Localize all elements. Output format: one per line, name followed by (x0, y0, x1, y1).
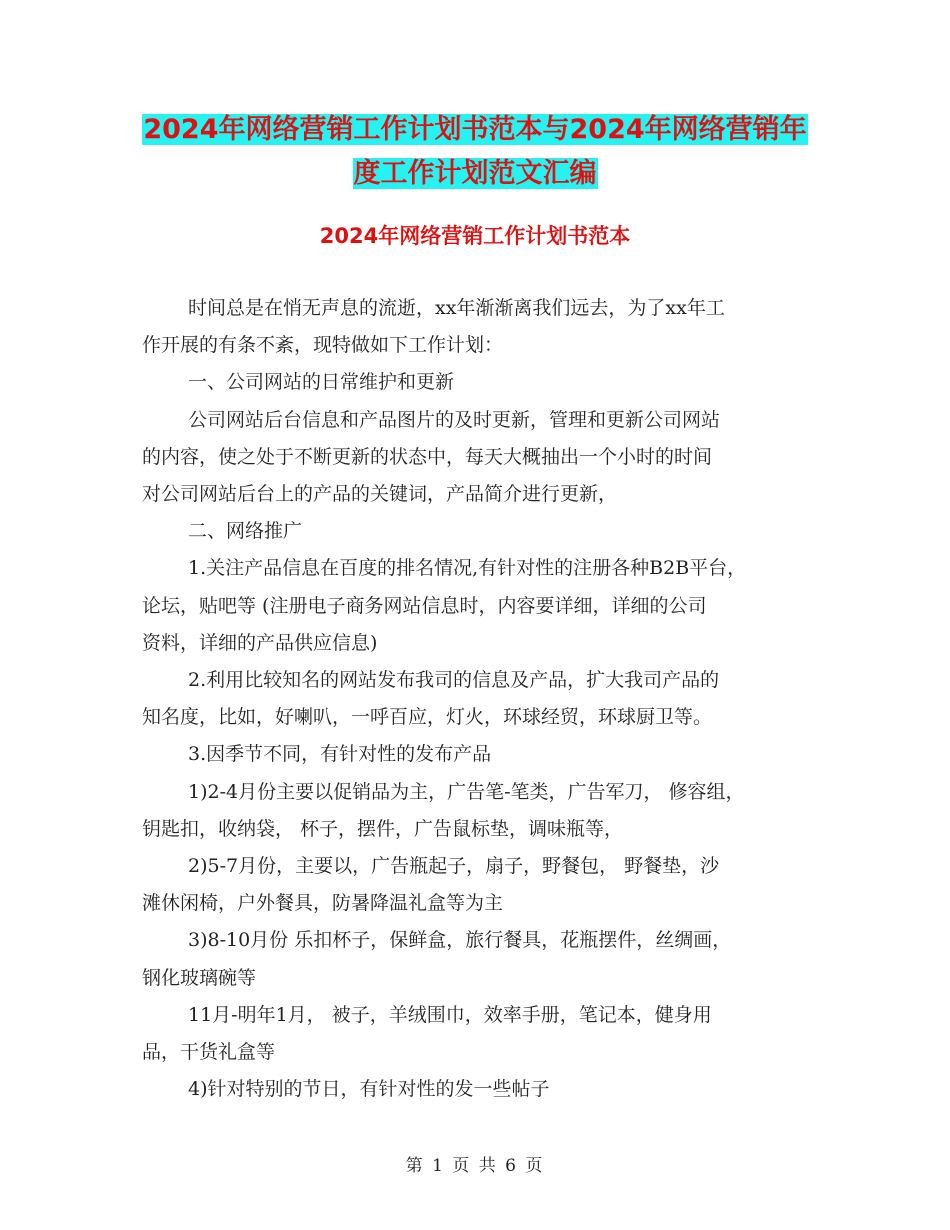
body-line: 论坛，贴吧等 (注册电子商务网站信息时，内容要详细，详细的公司 (142, 594, 707, 617)
body-line: 钥匙扣，收纳袋， 杯子，摆件，广告鼠标垫，调味瓶等， (142, 817, 624, 840)
section-heading: 二、网络推广 (188, 520, 303, 543)
body-line: 1)2-4月份主要以促销品为主，广告笔-笔类，广告军刀， 修容组， (188, 780, 745, 803)
body-line: 钢化玻璃碗等 (142, 966, 257, 989)
body-line: 品，干货礼盒等 (142, 1041, 276, 1064)
body-line: 4)针对特别的节日，有针对性的发一些帖子 (188, 1078, 550, 1101)
section-subtitle: 2024年网络营销工作计划书范本 (319, 224, 631, 248)
body-line: 时间总是在悄无声息的流逝，xx年渐渐离我们远去，为了xx年工 (188, 297, 725, 319)
body-line: 2)5-7月份，主要以，广告瓶起子，扇子，野餐包， 野餐垫，沙 (188, 855, 720, 878)
page-footer: 第 1 页 共 6 页 (405, 1156, 545, 1176)
body-line: 滩休闲椅，户外餐具，防暑降温礼盒等为主 (142, 892, 504, 915)
section-heading: 一、公司网站的日常维护和更新 (188, 371, 455, 394)
document-title-line-2: 度工作计划范文汇编 (353, 158, 597, 189)
body-line: 的内容，使之处于不断更新的状态中，每天大概抽出一个小时的时间 (142, 445, 713, 468)
body-line: 资料，详细的产品供应信息) (142, 631, 378, 654)
body-line: 2.利用比较知名的网站发布我司的信息及产品，扩大我司产品的 (188, 669, 720, 692)
document-body (142, 290, 827, 1108)
body-line: 知名度，比如，好喇叭，一呼百应，灯火，环球经贸，环球厨卫等。 (142, 706, 713, 729)
body-line: 3.因季节不同，有针对性的发布产品 (188, 743, 492, 766)
document-title-line-1: 2024年网络营销工作计划书范本与2024年网络营销年 (143, 114, 807, 145)
body-line: 公司网站后台信息和产品图片的及时更新，管理和更新公司网站 (188, 408, 721, 431)
body-line: 3)8-10月份 乐扣杯子，保鲜盒，旅行餐具，花瓶摆件，丝绸画， (188, 929, 732, 952)
body-line: 11月-明年1月， 被子，羊绒围巾，效率手册，笔记本，健身用 (188, 1003, 712, 1026)
body-line: 1.关注产品信息在百度的排名情况,有针对性的注册各种B2B平台， (188, 557, 747, 580)
body-line: 作开展的有条不紊，现特做如下工作计划： (142, 334, 504, 357)
body-line: 对公司网站后台上的产品的关键词，产品简介进行更新， (142, 483, 618, 506)
